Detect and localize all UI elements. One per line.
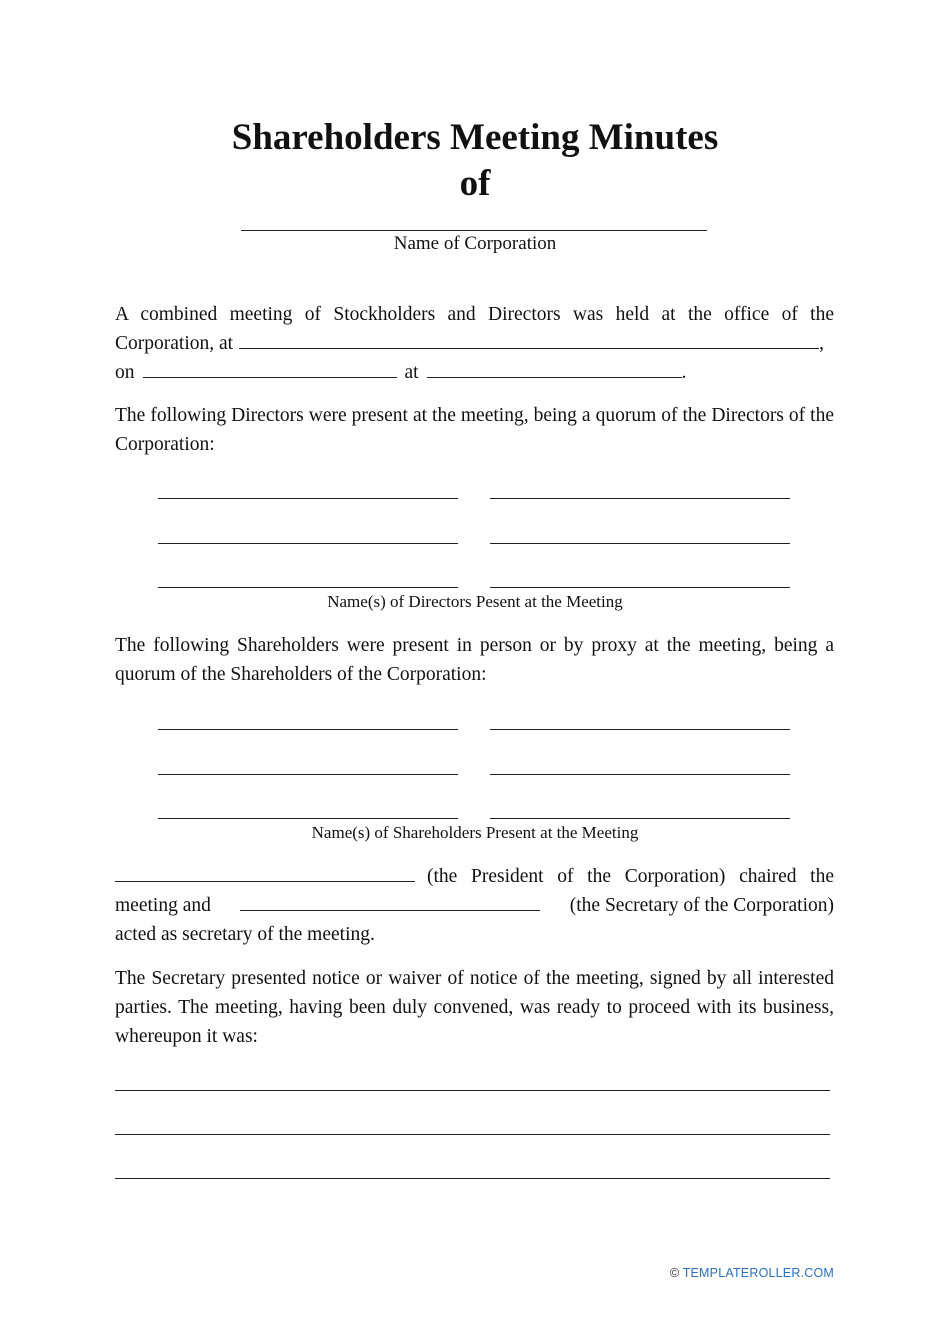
resolution-blank (115, 1178, 830, 1179)
shareholder-blank (490, 729, 790, 730)
directors-paragraph: The following Directors were present at the meeting, being a quorum of the Directors of the Corporation: (115, 405, 834, 455)
director-blank (158, 543, 458, 544)
corporation-name-line (241, 230, 707, 231)
p4-line-2-prefix: meeting and (115, 895, 211, 916)
resolution-blank (115, 1134, 830, 1135)
p1-end: . (681, 362, 687, 383)
p1-line-3 (115, 358, 834, 387)
officers-paragraph (115, 862, 834, 949)
meeting-location-paragraph (115, 300, 834, 387)
director-blank (490, 498, 790, 499)
p4-line-2-suffix: (the Secretary of the Corporation) (569, 895, 834, 916)
templateroller-link[interactable]: TEMPLATEROLLER.COM (682, 1266, 834, 1280)
shareholder-blank (490, 818, 790, 819)
footer-brand (670, 1266, 834, 1280)
p1-at-label: at (404, 362, 419, 383)
date-blank (143, 376, 397, 378)
notice-paragraph: The Secretary presented notice or waiver of notice of the meeting, signed by all interested parties. The meeting, having been duly convened, was ready to proceed with its business, whereupon it was: (115, 968, 834, 1047)
p1-line-2-suffix: , (819, 333, 824, 354)
p4-line-3: acted as secretary of the meeting. (115, 924, 375, 945)
time-blank (427, 376, 682, 378)
resolution-blank (115, 1090, 830, 1091)
p1-on-label: on (115, 362, 135, 383)
shareholder-blank (158, 774, 458, 775)
document-title-of: of (459, 163, 491, 204)
director-blank (490, 543, 790, 544)
shareholder-blank (158, 818, 458, 819)
p1-line-2 (115, 329, 834, 358)
shareholder-blank (158, 729, 458, 730)
p1-line-1 (115, 300, 834, 329)
corporation-name-caption: Name of Corporation (393, 233, 557, 254)
p1-line-1-text: A combined meeting of Stockholders and Directors was held at the office of the (115, 304, 834, 325)
directors-caption: Name(s) of Directors Pesent at the Meeting (327, 592, 623, 611)
location-blank (239, 347, 819, 349)
shareholder-blank (490, 774, 790, 775)
p4-line-1-suffix: (the President of the Corporation) chaired the (427, 866, 834, 887)
director-blank (158, 498, 458, 499)
p4-line-2 (115, 891, 834, 920)
president-blank (115, 880, 415, 882)
copyright-symbol: © (669, 1266, 680, 1280)
secretary-blank (240, 909, 540, 911)
director-blank (490, 587, 790, 588)
director-blank (158, 587, 458, 588)
p4-line-1 (115, 862, 834, 891)
p1-line-2-prefix: Corporation, at (115, 333, 234, 354)
shareholders-caption: Name(s) of Shareholders Present at the Meeting (311, 823, 639, 842)
document-title: Shareholders Meeting Minutes (231, 117, 719, 158)
shareholders-paragraph: The following Shareholders were present in person or by proxy at the meeting, being a quorum of the Shareholders of the Corporation: (115, 635, 834, 685)
